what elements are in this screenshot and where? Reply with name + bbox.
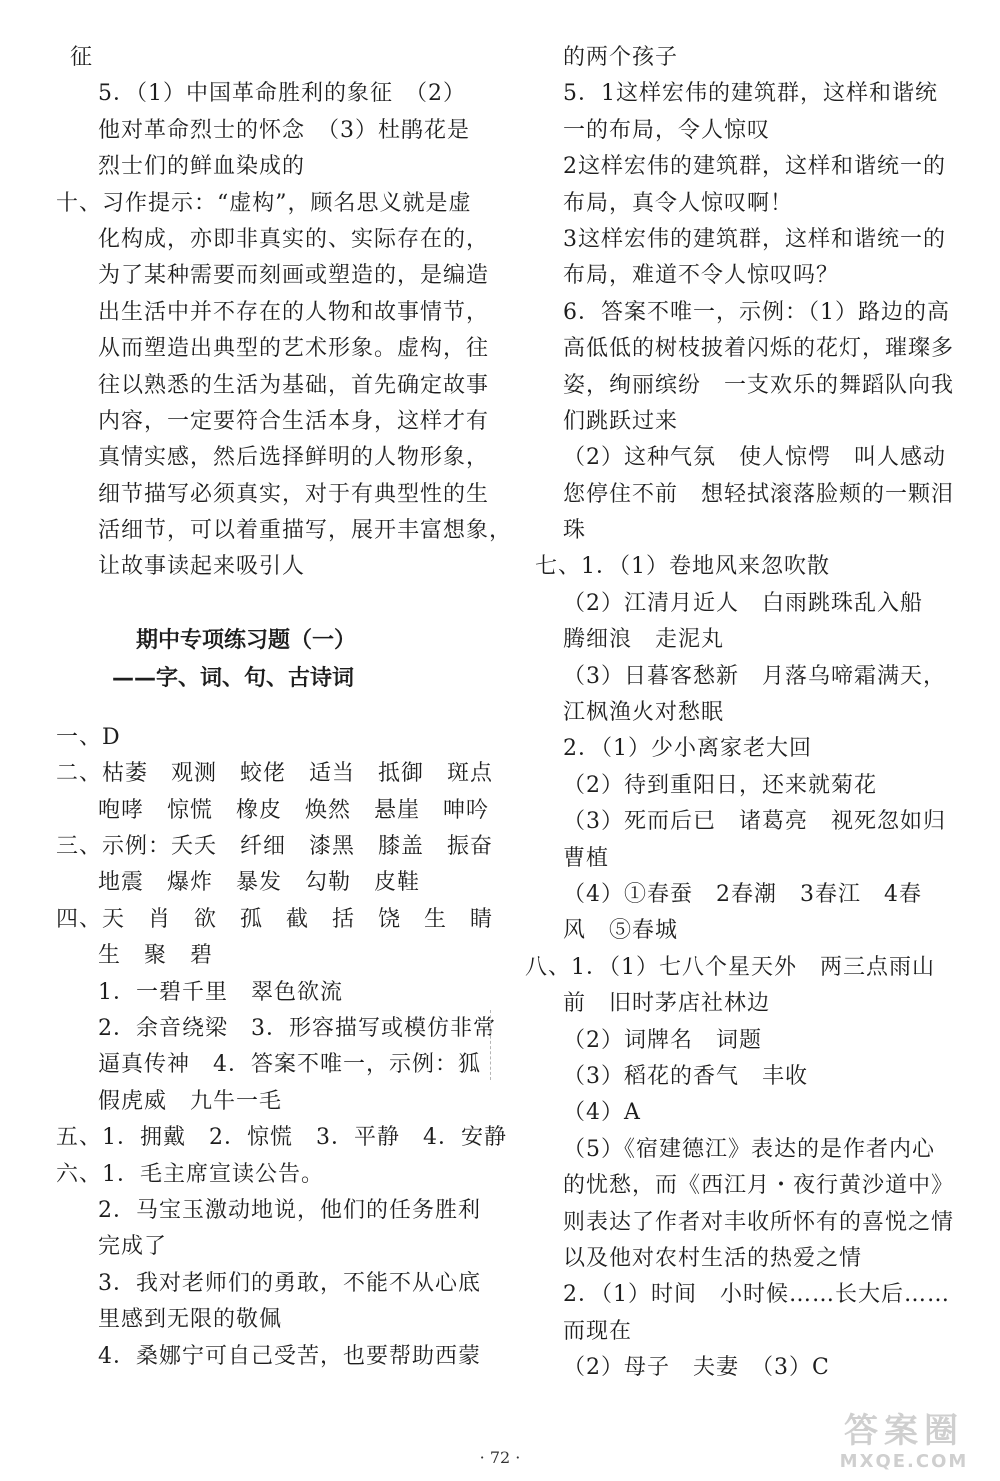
answer-line: 出生活中并不存在的人物和故事情节， [98, 299, 490, 325]
answer-line: 们跳跃过来 [563, 408, 679, 434]
answer-line: 十、习作提示：“虚构”，顾名思义就是虚 [56, 190, 472, 216]
answer-line: 5．（1）中国革命胜利的象征 （2） [98, 81, 466, 107]
answer-line: 珠 [563, 518, 587, 544]
right-column [525, 40, 955, 1386]
answer-line: 六、1．毛主席宣读公告。 [56, 1161, 324, 1187]
answer-line: 里感到无限的敬佩 [98, 1307, 283, 1333]
answer-line: 腾细浪 走泥丸 [563, 627, 725, 653]
section-title: 期中专项练习题（一） [136, 627, 357, 653]
answer-line: 而现在 [563, 1318, 633, 1344]
answer-line: 三、示例：夭夭 纤细 漆黑 膝盖 振奋 [56, 834, 494, 860]
answer-line: 曹植 [563, 845, 610, 871]
spacer [70, 586, 470, 622]
answer-line: 八、1．（1）七八个星天外 两三点雨山 [525, 954, 935, 980]
answer-line: 的忧愁，而《西江月・夜行黄沙道中》 [563, 1173, 955, 1199]
answer-line: 四、天 肖 欲 孤 截 括 饶 生 睛 [56, 906, 494, 932]
watermark-logo [818, 1412, 990, 1478]
answer-line: 细节描写必须真实，对于有典型性的生 [98, 481, 490, 507]
answer-line: 征 [70, 45, 94, 70]
answer-line: 布局，真令人惊叹啊！ [563, 190, 794, 216]
answer-line: 3这样宏伟的建筑群，这样和谐统一的 [563, 226, 946, 252]
answer-line: 5．1这样宏伟的建筑群，这样和谐统 [563, 81, 938, 107]
answer-line: 姿，绚丽缤纷 一支欢乐的舞蹈队向我 [563, 372, 955, 398]
answer-line: 布局，难道不令人惊叹吗？ [563, 263, 840, 289]
answer-line: （3）死而后已 诸葛亮 视死忽如归 [563, 809, 946, 835]
answer-line: 以及他对农村生活的热爱之情 [563, 1245, 863, 1271]
answer-line: 一的布局，令人惊叹 [563, 117, 771, 143]
page-number: · 72 · [479, 1448, 521, 1467]
answer-line: 真情实感，然后选择鲜明的人物形象， [98, 445, 490, 471]
answer-line: 2．余音绕梁 3．形容描写或模仿非常 [98, 1015, 496, 1041]
answer-line: 1．一碧千里 翠色欲流 [98, 979, 343, 1005]
answer-line: 内容，一定要符合生活本身，这样才有 [98, 408, 490, 434]
answer-line: 地震 爆炸 暴发 勾勒 皮鞋 [98, 870, 421, 896]
answer-line: （4）A [563, 1100, 641, 1126]
answer-line: 您停住不前 想轻拭滚落脸颊的一颗泪 [563, 481, 955, 507]
answer-line: 风 ⑤春城 [563, 918, 679, 944]
answer-line: 让故事读起来吸引人 [98, 554, 306, 580]
answer-line: 2．（1）少小离家老大回 [563, 736, 812, 762]
answer-line: 4．桑娜宁可自己受苦，也要帮助西蒙 [98, 1343, 481, 1369]
answer-line: （2）江清月近人 白雨跳珠乱入船 [563, 590, 923, 616]
answer-line: 2．（1）时间 小时候……长大后…… [563, 1282, 950, 1308]
left-column [56, 40, 513, 1375]
answer-line: 从而塑造出典型的艺术形象。虚构，往 [98, 336, 490, 362]
answer-line: （2）词牌名 词题 [563, 1027, 762, 1053]
answer-line: 完成了 [98, 1234, 168, 1260]
answer-line: （5）《宿建德江》表达的是作者内心 [563, 1136, 935, 1162]
answer-line: 江枫渔火对愁眠 [563, 700, 725, 726]
spacer [70, 698, 470, 720]
answer-line: 一、D [56, 724, 121, 750]
answer-line: 化构成，亦即非真实的、实际存在的， [98, 226, 490, 252]
answer-line: 生 聚 碧 [98, 943, 214, 969]
watermark-text: 答案圈 [844, 1411, 964, 1451]
answer-line: 活细节，可以着重描写，展开丰富想象， [98, 518, 513, 544]
answer-line: （3）稻花的香气 丰收 [563, 1063, 808, 1089]
answer-line: 高低低的树枝披着闪烁的花灯，璀璨多 [563, 336, 955, 362]
column-divider [490, 1010, 492, 1080]
answer-line: 烈士们的鲜血染成的 [98, 154, 306, 180]
answer-line: （2）这种气氛 使人惊愕 叫人感动 [563, 445, 946, 471]
answer-line: （2）待到重阳日，还来就菊花 [563, 772, 877, 798]
watermark-url: MXQE.COM [839, 1451, 969, 1472]
answer-line: 咆哮 惊慌 橡皮 焕然 悬崖 呻吟 [98, 797, 490, 823]
answer-line: 假虎威 九牛一毛 [98, 1088, 283, 1114]
answer-line: 前 旧时茅店社林边 [563, 991, 771, 1017]
answer-line: 他对革命烈士的怀念 （3）杜鹃花是 [98, 117, 470, 143]
answer-line: 逼真传神 4．答案不唯一，示例：狐 [98, 1052, 481, 1078]
answer-line: 七、1．（1）卷地风来忽吹散 [535, 554, 830, 580]
answer-line: （4）①春蚕 2春潮 3春江 4春 [563, 881, 922, 907]
answer-line: 五、1．拥戴 2．惊慌 3．平静 4．安静 [56, 1125, 507, 1151]
answer-line: 3．我对老师们的勇敢，不能不从心底 [98, 1270, 481, 1296]
answer-line: 2这样宏伟的建筑群，这样和谐统一的 [563, 154, 946, 180]
answer-line: 二、枯萎 观测 蛟佬 适当 抵御 斑点 [56, 761, 494, 787]
answer-line: 则表达了作者对丰收所怀有的喜悦之情 [563, 1209, 955, 1235]
answer-line: 2．马宝玉激动地说，他们的任务胜利 [98, 1197, 481, 1223]
answer-line: 的两个孩子 [563, 45, 679, 70]
answer-line: （2）母子 夫妻 （3）C [563, 1355, 830, 1381]
answer-line: 为了某种需要而刻画或塑造的，是编造 [98, 263, 490, 289]
answer-line: 往以熟悉的生活为基础，首先确定故事 [98, 372, 490, 398]
answer-line: （3）日暮客愁新 月落乌啼霜满天， [563, 663, 946, 689]
section-subtitle: ——字、词、句、古诗词 [112, 665, 355, 691]
answer-line: 6．答案不唯一，示例：（1）路边的高 [563, 299, 950, 325]
